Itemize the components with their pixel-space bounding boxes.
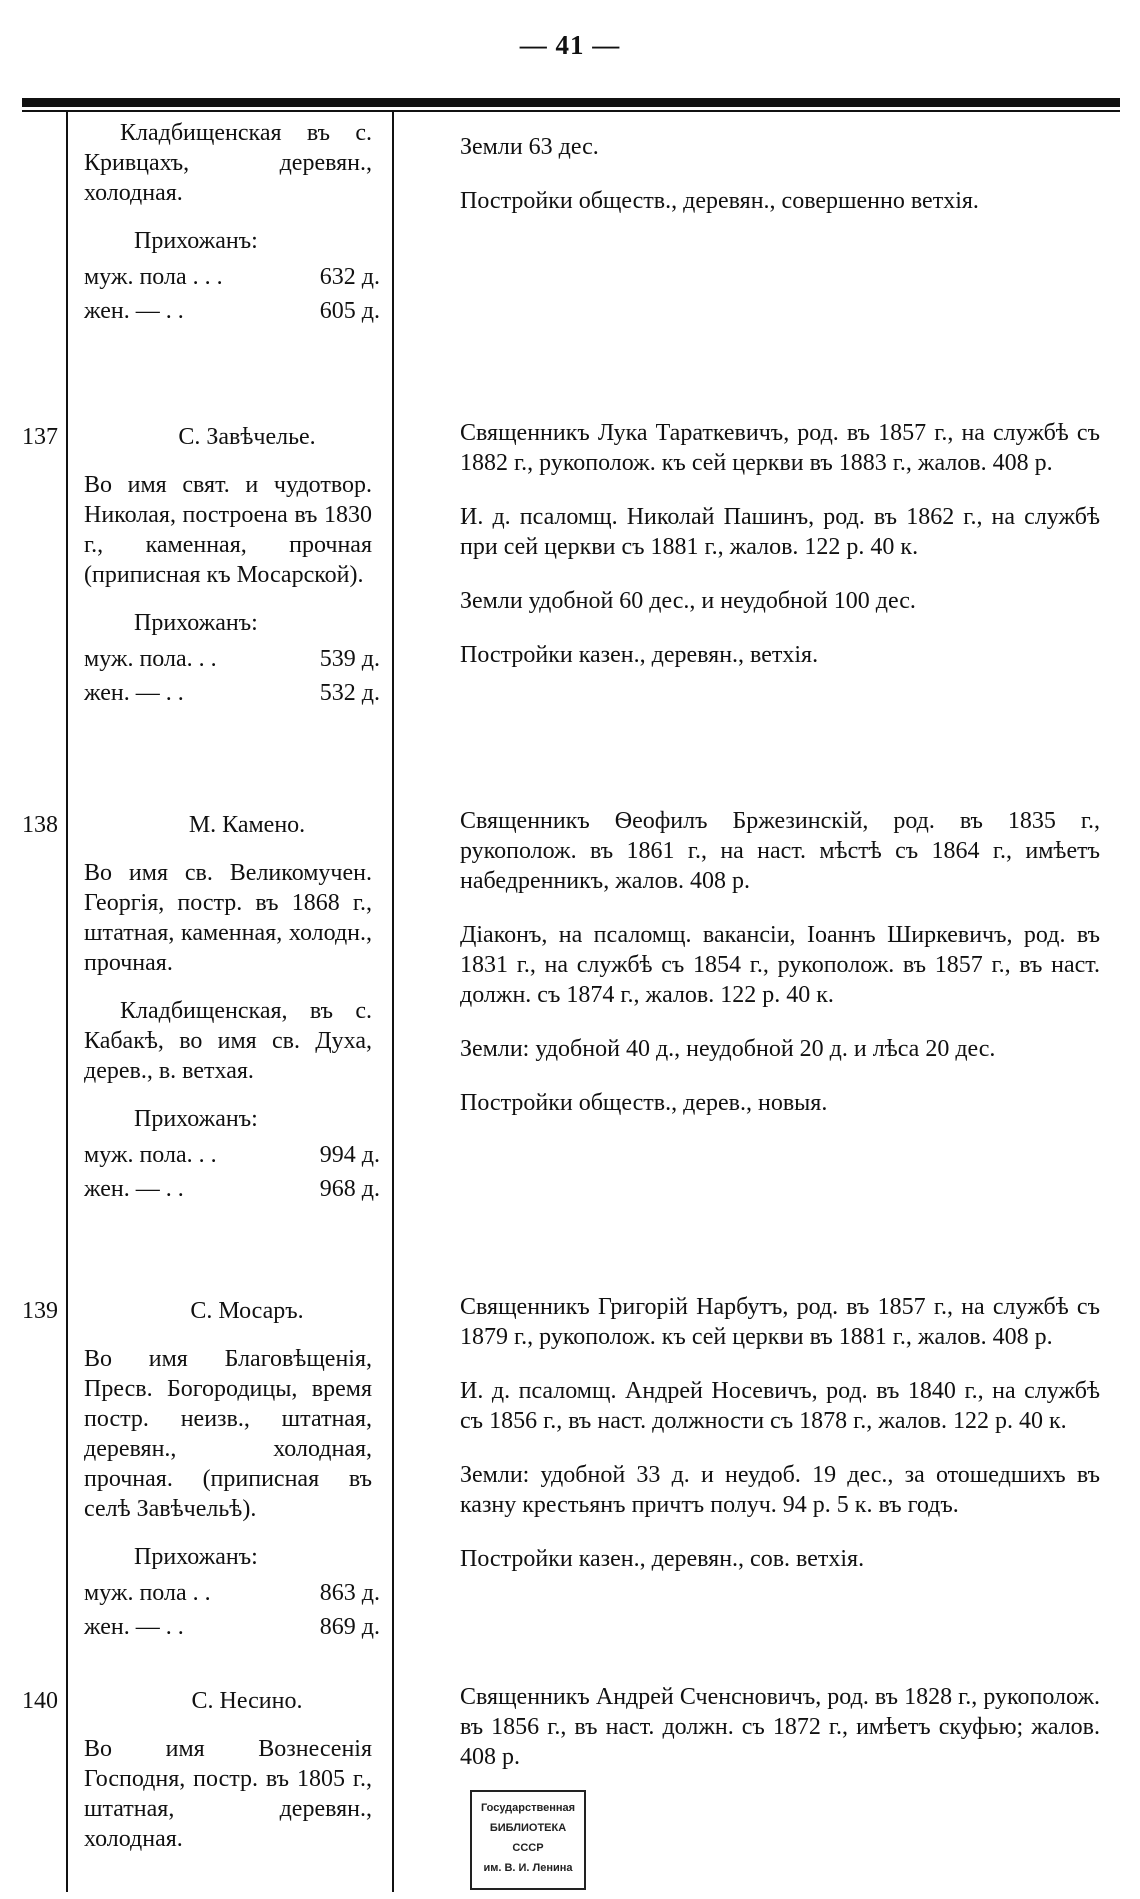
male-label: муж. пола . . — [84, 1580, 211, 1606]
church-description-column — [84, 1292, 380, 1644]
female-label: жен. — . . — [84, 680, 184, 706]
clergy-paragraph: Земли удобной 60 дес., и неудобной 100 дес. — [460, 588, 916, 614]
stamp-line: Государственная — [480, 1802, 576, 1814]
female-label: жен. — . . — [84, 298, 184, 324]
parishioners-label: Прихожанъ: — [134, 610, 258, 636]
clergy-paragraph: Священникъ Лука Тараткевичъ, род. въ 1857 г., на службѣ съ 1882 г., рукополож. къ сей церкви въ 1883 г., жалов. 408 р. — [460, 420, 1100, 476]
clergy-column — [460, 1682, 1100, 1796]
clergy-paragraph: Земли 63 дес. — [460, 134, 599, 160]
stamp-line: им. В. И. Ленина — [483, 1862, 573, 1874]
entry-number: 137 — [22, 424, 58, 450]
clergy-paragraph: И. д. псаломщ. Николай Пашинъ, род. въ 1862 г., на службѣ при сей церкви съ 1881 г., жалов. 122 р. 40 к. — [460, 504, 1100, 560]
female-count: 605 д. — [319, 298, 380, 324]
male-parishioners-row — [84, 1576, 380, 1610]
column-divider-left — [66, 112, 68, 1892]
male-label: муж. пола . . . — [84, 264, 223, 290]
clergy-paragraph: Земли: удобной 40 д., неудобной 20 д. и лѣса 20 дес. — [460, 1036, 996, 1062]
clergy-column — [460, 806, 1100, 1142]
header-rule — [22, 98, 1120, 107]
male-count: 539 д. — [319, 646, 380, 672]
female-parishioners-row — [84, 676, 380, 710]
church-description: Во имя св. Великомучен. Георгія, постр. въ 1868 г., штатная, каменная, холодн., прочная. — [84, 860, 372, 976]
clergy-paragraph: И. д. псаломщ. Андрей Носевичъ, род. въ 1840 г., на службѣ съ 1856 г., въ наст. должности съ 1878 г., жалов. 122 р. 40 к. — [460, 1378, 1100, 1434]
male-label: муж. пола. . . — [84, 646, 217, 672]
church-name: М. Камено. — [188, 812, 306, 838]
clergy-paragraph: Постройки обществ., дерев., новыя. — [460, 1090, 828, 1116]
church-description-column — [84, 806, 380, 1206]
church-description: Во имя свят. и чудотвор. Николая, построена въ 1830 г., каменная, прочная (приписная къ Мосарской). — [84, 472, 372, 588]
clergy-paragraph: Священникъ Ѳеофилъ Бржезинскій, род. въ 1835 г., рукополож. въ 1861 г., на наст. мѣстѣ съ 1864 г., имѣетъ набедренникъ, жалов. 408 р. — [460, 808, 1100, 894]
male-parishioners-row — [84, 260, 380, 294]
church-description: Во имя Благовѣщенія, Пресв. Богородицы, время постр. неизв., штатная, деревян., холодная, прочная. (приписная въ селѣ Завѣчельѣ). — [84, 1346, 372, 1522]
male-count: 863 д. — [319, 1580, 380, 1606]
clergy-column — [460, 1292, 1100, 1598]
church-description: Во имя Вознесенія Господня, постр. въ 1805 г., штатная, деревян., холодная. — [84, 1736, 372, 1852]
entry-number: 140 — [22, 1688, 58, 1714]
page-number: — 41 — — [519, 30, 621, 60]
female-parishioners-row — [84, 1610, 380, 1644]
female-label: жен. — . . — [84, 1176, 184, 1202]
church-name: С. Мосаръ. — [190, 1298, 304, 1324]
female-parishioners-row — [84, 294, 380, 328]
female-parishioners-row — [84, 1172, 380, 1206]
church-name: С. Завѣчелье. — [178, 424, 316, 450]
church-description-column — [84, 118, 380, 328]
clergy-paragraph: Діаконъ, на псаломщ. вакансіи, Іоаннъ Ширкевичъ, род. въ 1831 г., на службѣ съ 1854 г., рукополож. въ 1857 г., въ наст. должн. съ 1874 г., жалов. 122 р. 40 к. — [460, 922, 1100, 1008]
male-label: муж. пола. . . — [84, 1142, 217, 1168]
entry-number: 139 — [22, 1298, 58, 1324]
column-divider-middle — [392, 112, 394, 1892]
entry-number: 138 — [22, 812, 58, 838]
parishioners-label: Прихожанъ: — [134, 1544, 258, 1570]
clergy-paragraph: Постройки обществ., деревян., совершенно ветхія. — [460, 188, 979, 214]
female-count: 968 д. — [319, 1176, 380, 1202]
female-count: 869 д. — [319, 1614, 380, 1640]
clergy-paragraph: Постройки казен., деревян., сов. ветхія. — [460, 1546, 865, 1572]
header-rule-thin — [22, 110, 1120, 112]
church-description: Кладбищенская, въ с. Кабакѣ, во имя св. Духа, дерев., в. ветхая. — [84, 998, 372, 1084]
male-count: 994 д. — [319, 1142, 380, 1168]
clergy-paragraph: Постройки казен., деревян., ветхія. — [460, 642, 819, 668]
male-parishioners-row — [84, 642, 380, 676]
library-stamp — [470, 1790, 586, 1890]
parishioners-label: Прихожанъ: — [134, 228, 258, 254]
church-name: С. Несино. — [191, 1688, 303, 1714]
female-count: 532 д. — [319, 680, 380, 706]
clergy-paragraph: Священникъ Григорій Нарбутъ, род. въ 1857 г., на службѣ съ 1879 г., рукополож. къ сей церкви въ 1881 г., жалов. 408 р. — [460, 1294, 1100, 1350]
church-description-column — [84, 1682, 380, 1872]
church-description: Кладбищенская въ с. Кривцахъ, деревян., холодная. — [84, 120, 372, 206]
stamp-line: БИБЛИОТЕКА — [489, 1822, 567, 1834]
male-parishioners-row — [84, 1138, 380, 1172]
stamp-line: СССР — [512, 1842, 544, 1854]
clergy-paragraph: Земли: удобной 33 д. и неудоб. 19 дес., за отошедшихъ въ казну крестьянъ причтъ получ. 94 р. 5 к. въ годъ. — [460, 1462, 1100, 1518]
clergy-column — [460, 418, 1100, 694]
parishioners-label: Прихожанъ: — [134, 1106, 258, 1132]
female-label: жен. — . . — [84, 1614, 184, 1640]
clergy-column — [460, 132, 1100, 240]
male-count: 632 д. — [319, 264, 380, 290]
church-description-column — [84, 418, 380, 710]
clergy-paragraph: Священникъ Андрей Сченсновичъ, род. въ 1828 г., рукополож. въ 1856 г., въ наст. должн. съ 1872 г., имѣетъ скуфью; жалов. 408 р. — [460, 1684, 1100, 1770]
